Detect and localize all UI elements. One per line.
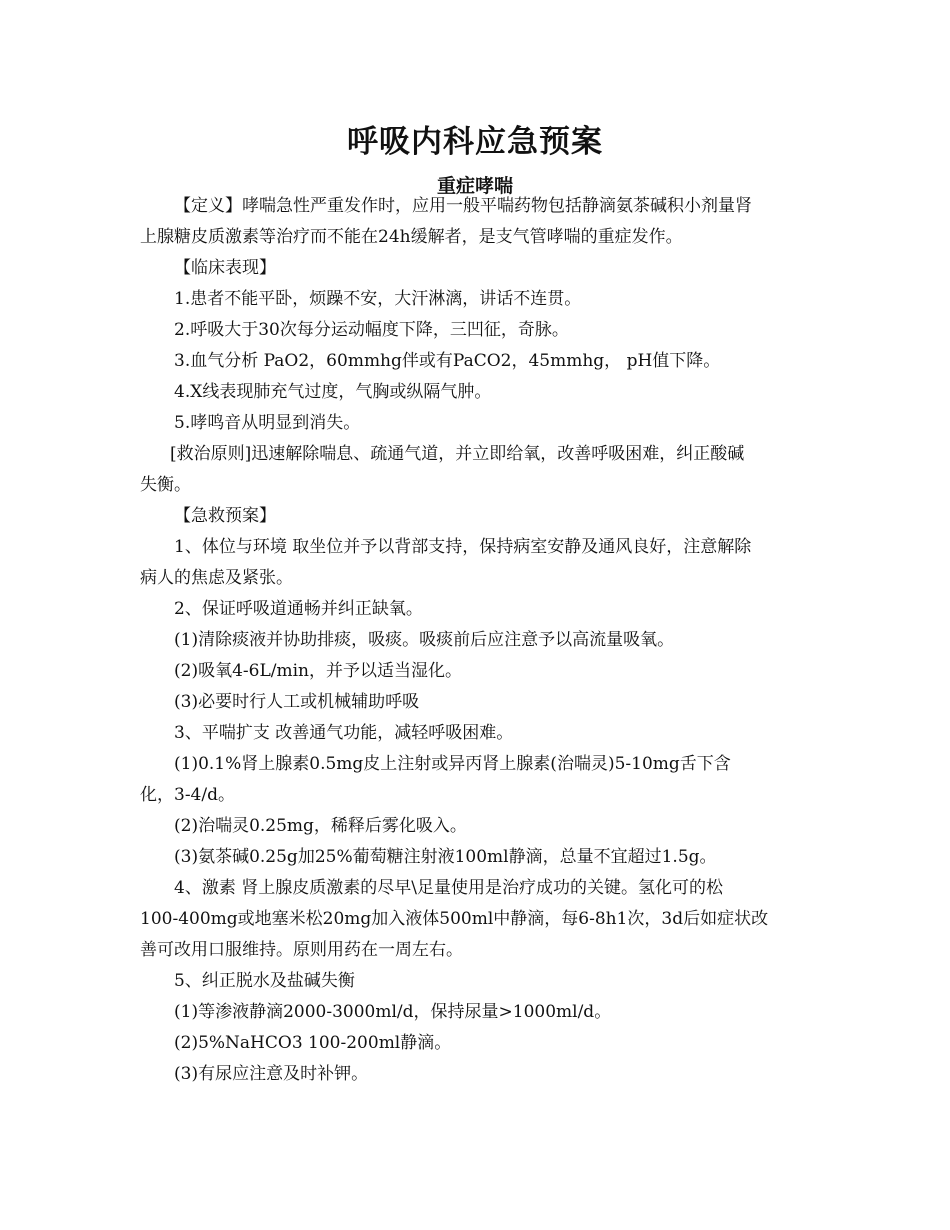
list-item: (3)氨茶碱0.25g加25%葡萄糖注射液100ml静滴，总量不宜超过1.5g。 <box>174 847 717 867</box>
list-item: (1)0.1%肾上腺素0.5mg皮上注射或异丙肾上腺素(治喘灵)5-10mg舌下含 <box>174 754 731 774</box>
paragraph-line: 失衡。 <box>140 475 191 495</box>
list-item: (3)有尿应注意及时补钾。 <box>174 1064 369 1084</box>
list-item: (2)吸氧4-6L/min，并予以适当湿化。 <box>174 661 462 681</box>
list-item: 3、平喘扩支 改善通气功能，减轻呼吸困难。 <box>174 723 514 743</box>
list-item: 2.呼吸大于30次每分运动幅度下降，三凹征，奇脉。 <box>174 320 569 340</box>
section-title: 重症哮喘 <box>436 175 513 197</box>
paragraph-line: [救治原则]迅速解除喘息、疏通气道，并立即给氧，改善呼吸困难，纠正酸碱 <box>170 444 745 464</box>
list-item: 2、保证呼吸道通畅并纠正缺氧。 <box>174 599 423 619</box>
list-item: (1)等渗液静滴2000-3000ml/d，保持尿量>1000ml/d。 <box>174 1002 612 1022</box>
list-item: 4.X线表现肺充气过度，气胸或纵隔气肿。 <box>174 382 492 402</box>
list-item: 5、纠正脱水及盐碱失衡 <box>174 971 355 991</box>
list-item: 5.哮鸣音从明显到消失。 <box>174 413 361 433</box>
section-heading: 【临床表现】 <box>174 258 276 278</box>
paragraph-line: 上腺糖皮质激素等治疗而不能在24h缓解者，是支气管哮喘的重症发作。 <box>140 227 683 247</box>
section-heading: 【急救预案】 <box>174 506 276 526</box>
document-body <box>140 191 808 1090</box>
document-title: 呼吸内科应急预案 <box>347 124 603 160</box>
list-item: 1、体位与环境 取坐位并予以背部支持，保持病室安静及通风良好，注意解除 <box>174 537 752 557</box>
paragraph-line: 【定义】哮喘急性严重发作时，应用一般平喘药物包括静滴氨茶碱积小剂量肾 <box>174 196 752 216</box>
list-item: (3)必要时行人工或机械辅助呼吸 <box>174 692 420 712</box>
paragraph-line: 善可改用口服维持。原则用药在一周左右。 <box>140 940 463 960</box>
list-item: (2)治喘灵0.25mg，稀释后雾化吸入。 <box>174 816 467 836</box>
list-item: 3.血气分析 PaO2，60mmhg伴或有PaCO2，45mmhg， pH值下降。 <box>174 351 721 371</box>
list-item: (2)5%NaHCO3 100-200ml静滴。 <box>174 1033 452 1053</box>
paragraph-line: 化，3-4/d。 <box>140 785 235 805</box>
list-item: 4、激素 肾上腺皮质激素的尽早\足量使用是治疗成功的关键。氢化可的松 <box>174 878 723 898</box>
paragraph-line: 100-400mg或地塞米松20mg加入液体500ml中静滴，每6-8h1次，3d后如症状改 <box>140 909 769 929</box>
paragraph-line: 病人的焦虑及紧张。 <box>140 568 293 588</box>
list-item: 1.患者不能平卧，烦躁不安，大汗淋漓，讲话不连贯。 <box>174 289 582 309</box>
list-item: (1)清除痰液并协助排痰，吸痰。吸痰前后应注意予以高流量吸氧。 <box>174 630 675 650</box>
